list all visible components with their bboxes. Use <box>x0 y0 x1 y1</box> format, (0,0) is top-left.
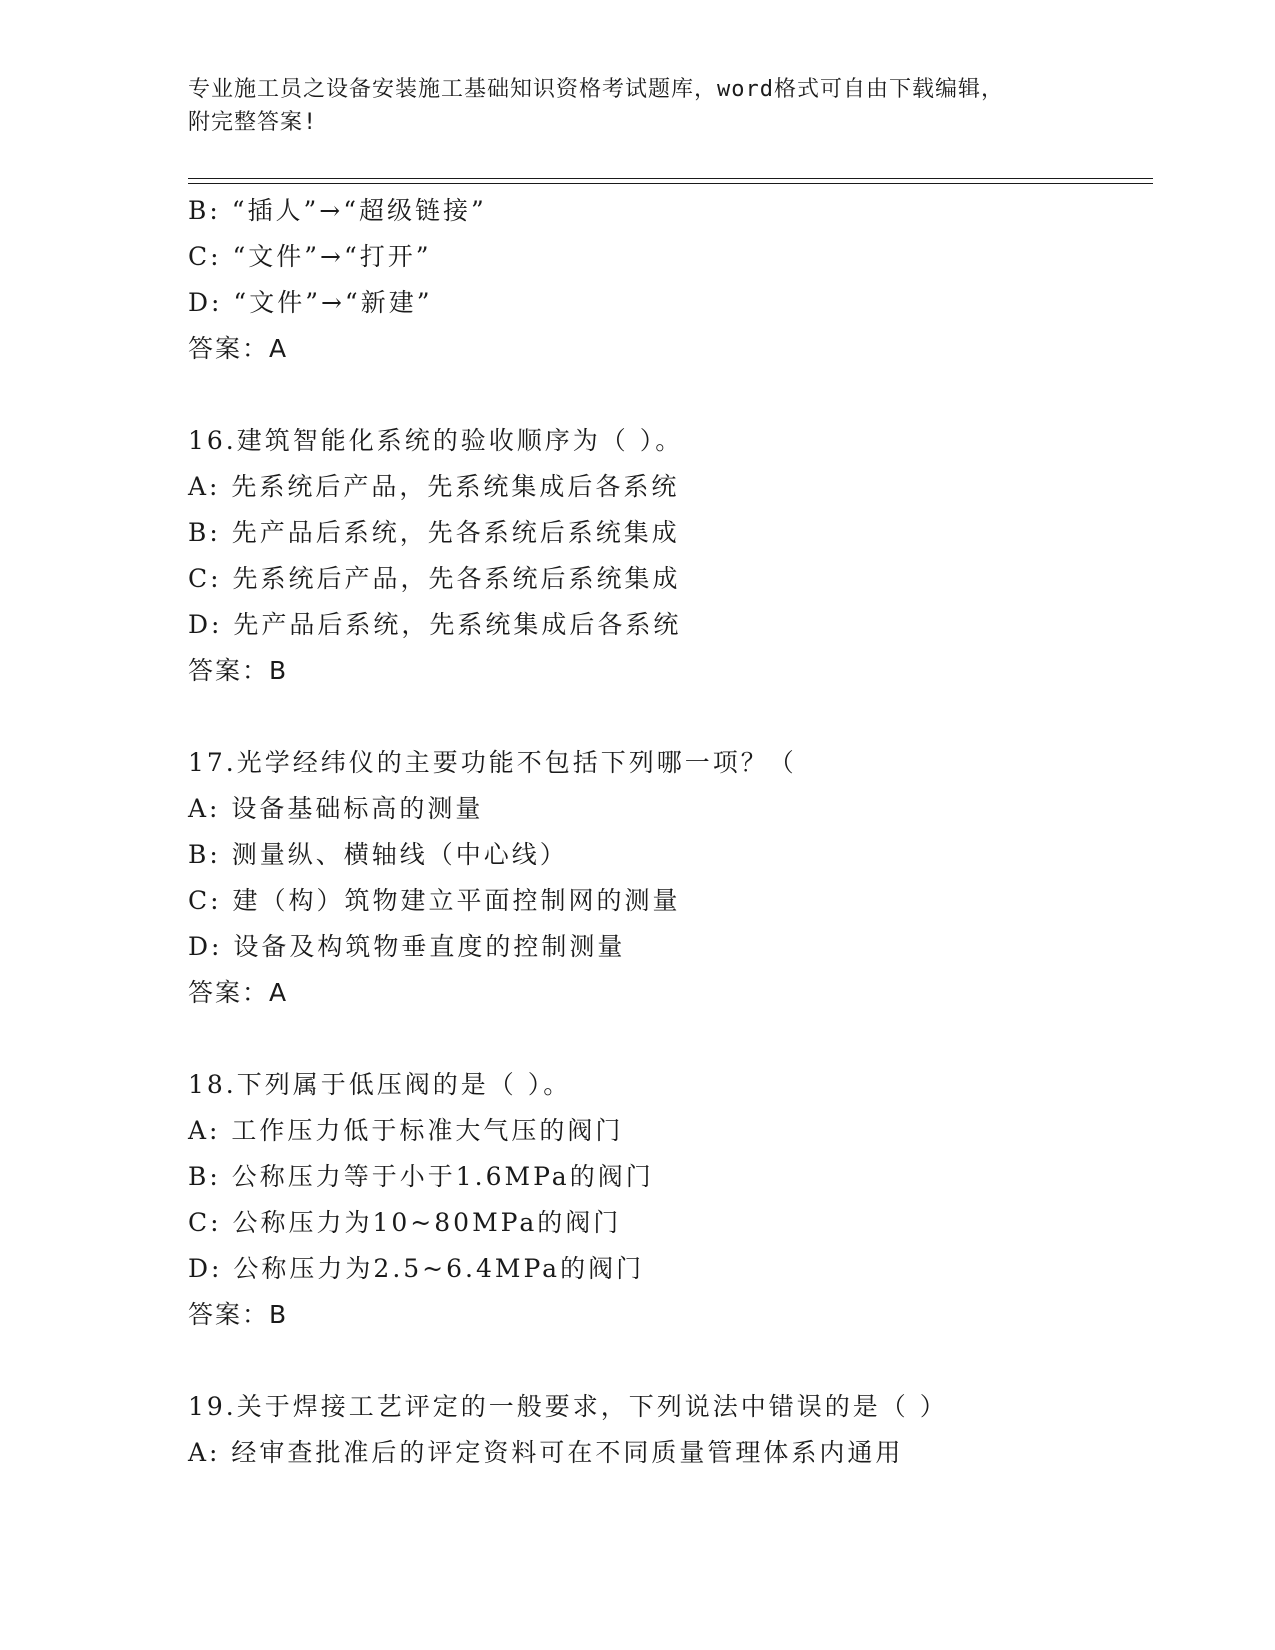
header-line-1: 专业施工员之设备安装施工基础知识资格考试题库，word格式可自由下载编辑， <box>188 77 1004 102</box>
option-b: B: “插人”→“超级链接” <box>188 196 487 225</box>
spacer <box>188 1338 1148 1384</box>
option-c: C: 公称压力为10~80MPa的阀门 <box>188 1208 622 1237</box>
question-block <box>188 188 1148 372</box>
option-c: C: “文件”→“打开” <box>188 242 432 271</box>
spacer <box>188 1016 1148 1062</box>
header-divider-top <box>188 178 1153 179</box>
answer-text: 答案：B <box>188 656 289 685</box>
spacer <box>188 694 1148 740</box>
option-a: A: 经审查批准后的评定资料可在不同质量管理体系内通用 <box>188 1438 904 1467</box>
question-text: 19.关于焊接工艺评定的一般要求，下列说法中错误的是（ ） <box>188 1392 948 1421</box>
answer-text: 答案：A <box>188 334 289 363</box>
header-divider-bottom <box>188 183 1153 184</box>
spacer <box>188 372 1148 418</box>
question-text: 16.建筑智能化系统的验收顺序为（ ）。 <box>188 426 684 455</box>
answer-text: 答案：A <box>188 978 289 1007</box>
option-d: D: 公称压力为2.5~6.4MPa的阀门 <box>188 1254 645 1283</box>
option-d: D: 设备及构筑物垂直度的控制测量 <box>188 932 626 961</box>
option-b: B: 公称压力等于小于1.6MPa的阀门 <box>188 1162 654 1191</box>
question-block <box>188 1062 1148 1338</box>
answer-text: 答案：B <box>188 1300 289 1329</box>
document-header <box>188 73 1088 139</box>
question-block <box>188 1384 1148 1476</box>
header-line-2: 附完整答案! <box>188 110 318 135</box>
option-b: B: 先产品后系统，先各系统后系统集成 <box>188 518 680 547</box>
question-text: 17.光学经纬仪的主要功能不包括下列哪一项？（ <box>188 748 797 777</box>
option-c: C: 先系统后产品，先各系统后系统集成 <box>188 564 681 593</box>
question-block <box>188 418 1148 694</box>
option-c: C: 建（构）筑物建立平面控制网的测量 <box>188 886 681 915</box>
question-block <box>188 740 1148 1016</box>
question-text: 18.下列属于低压阀的是（ ）。 <box>188 1070 572 1099</box>
option-a: A: 设备基础标高的测量 <box>188 794 484 823</box>
option-b: B: 测量纵、横轴线（中心线） <box>188 840 568 869</box>
option-d: D: 先产品后系统，先系统集成后各系统 <box>188 610 682 639</box>
option-d: D: “文件”→“新建” <box>188 288 433 317</box>
question-list <box>188 188 1148 1476</box>
option-a: A: 先系统后产品，先系统集成后各系统 <box>188 472 680 501</box>
option-a: A: 工作压力低于标准大气压的阀门 <box>188 1116 624 1145</box>
